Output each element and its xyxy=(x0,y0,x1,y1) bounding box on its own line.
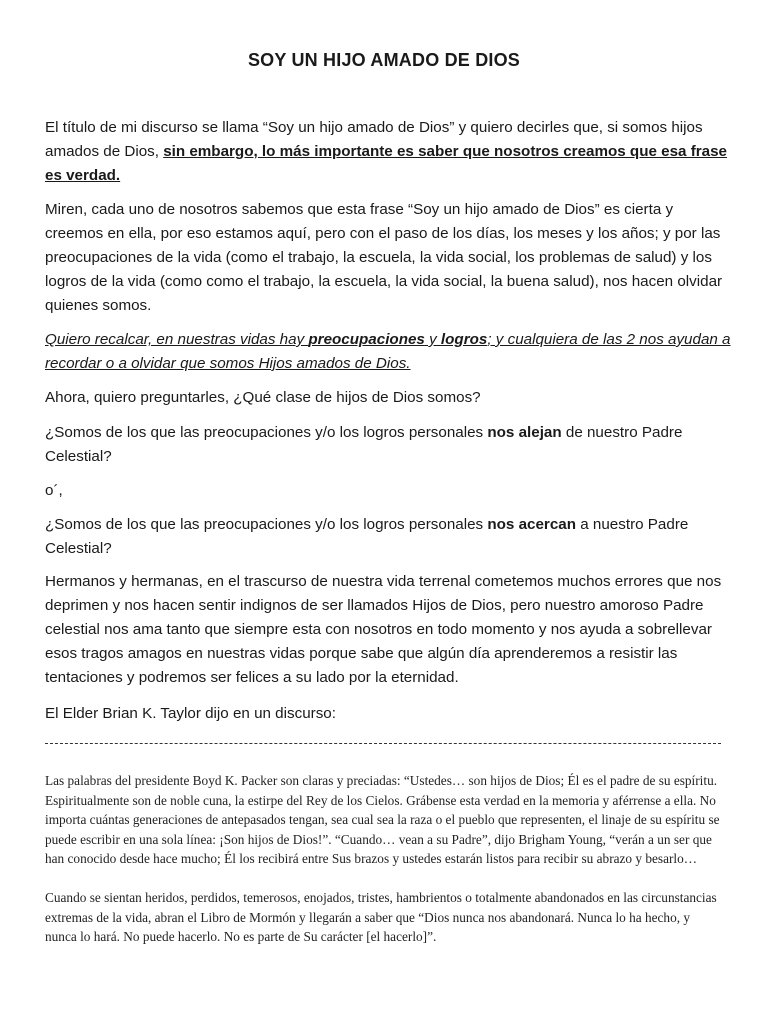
paragraph-recalcar xyxy=(45,328,735,376)
paragraph-elder-taylor: El Elder Brian K. Taylor dijo en un discurso: xyxy=(45,705,336,722)
alejan-emphasis: nos alejan xyxy=(487,424,562,441)
paragraph-o: o´, xyxy=(45,482,63,499)
acercan-emphasis: nos acercan xyxy=(487,516,577,533)
paragraph-preocupaciones: Miren, cada uno de nosotros sabemos que esta frase “Soy un hijo amado de Dios” es cierta y creemos en ella, por eso estamos aquí, pero con el paso de los días, los meses y los años; y por las preocupaciones de la vida (como el trabajo, la escuela, la vida social, los problemas de salud) y los logros de la vida (como como el trabajo, la escuela, la vida social, la buena salud), nos hacen olvidar quienes somos. xyxy=(45,201,723,314)
recalcar-rest: ; y cualquiera de las 2 nos ayudan a recordar o a olvidar que somos Hijos amados de Dios. xyxy=(45,331,731,372)
intro-emphasis: sin embargo, lo más importante es saber que nosotros creamos que esa frase es verdad. xyxy=(45,143,728,184)
dashed-separator xyxy=(45,743,721,744)
recalcar-text: Quiero recalcar, en nuestras vidas hay xyxy=(45,331,309,348)
quote-packer-young: Las palabras del presidente Boyd K. Packer son claras y preciadas: “Ustedes… son hijos de Dios; Él es el padre de su espíritu. Espiritualmente son de noble cuna, la estirpe del Rey de los Cielos. Grábense esta verdad en la memoria y aférrense a ella. No importa cuántas generaciones de antepasados tengan, sea cual sea la raza o el pueblo que representen, el linaje de su espíritu se puede escribir en una sola línea: ¡Son hijos de Dios!”. “Cuando… vean a su Padre”, dijo Brigham Young, “verán a un ser que han conocido desde hace mucho; Él los recibirá entre Sus brazos y ustedes estarán listos para recibir su abrazo y besarlo… xyxy=(45,773,720,866)
recalcar-preocupaciones: preocupaciones xyxy=(308,331,425,348)
acercan-text: ¿Somos de los que las preocupaciones y/o los logros personales xyxy=(45,516,488,533)
paragraph-acercan xyxy=(45,513,735,561)
quote-libro-de-mormon: Cuando se sientan heridos, perdidos, temerosos, enojados, tristes, hambrientos o totalmente abandonados en las circunstancias extremas de la vida, abran el Libro de Mormón y llegarán a saber que “Dios nunca nos abandonará. Nunca lo ha hecho, y nunca lo hará. No puede hacerlo. No es parte de Su carácter [el hacerlo]”. xyxy=(45,890,717,944)
alejan-text: ¿Somos de los que las preocupaciones y/o los logros personales xyxy=(45,424,488,441)
recalcar-y: y xyxy=(424,331,441,348)
document-title: SOY UN HIJO AMADO DE DIOS xyxy=(247,50,521,70)
paragraph-alejan xyxy=(45,421,735,469)
paragraph-pregunta: Ahora, quiero preguntarles, ¿Qué clase de hijos de Dios somos? xyxy=(45,389,481,406)
intro-text: El título de mi discurso se llama “Soy un hijo amado de Dios” y quiero decirles que, si somos hijos amados de Dios, xyxy=(45,119,703,160)
acercan-rest: a nuestro Padre Celestial? xyxy=(45,516,689,557)
recalcar-logros: logros xyxy=(440,331,488,348)
paragraph-intro xyxy=(45,116,735,188)
paragraph-hermanos: Hermanos y hermanas, en el trascurso de nuestra vida terrenal cometemos muchos errores que nos deprimen y nos hacen sentir indignos de ser llamados Hijos de Dios, pero nuestro amoroso Padre celestial nos ama tanto que siempre esta con nosotros en todo momento y nos ayuda a sobrellevar esos tragos amagos en nuestras vidas porque sabe que algún día aprenderemos a resistir las tentaciones y podremos ser felices a su lado por la eternidad. xyxy=(45,573,722,686)
alejan-rest: de nuestro Padre Celestial? xyxy=(45,424,683,465)
